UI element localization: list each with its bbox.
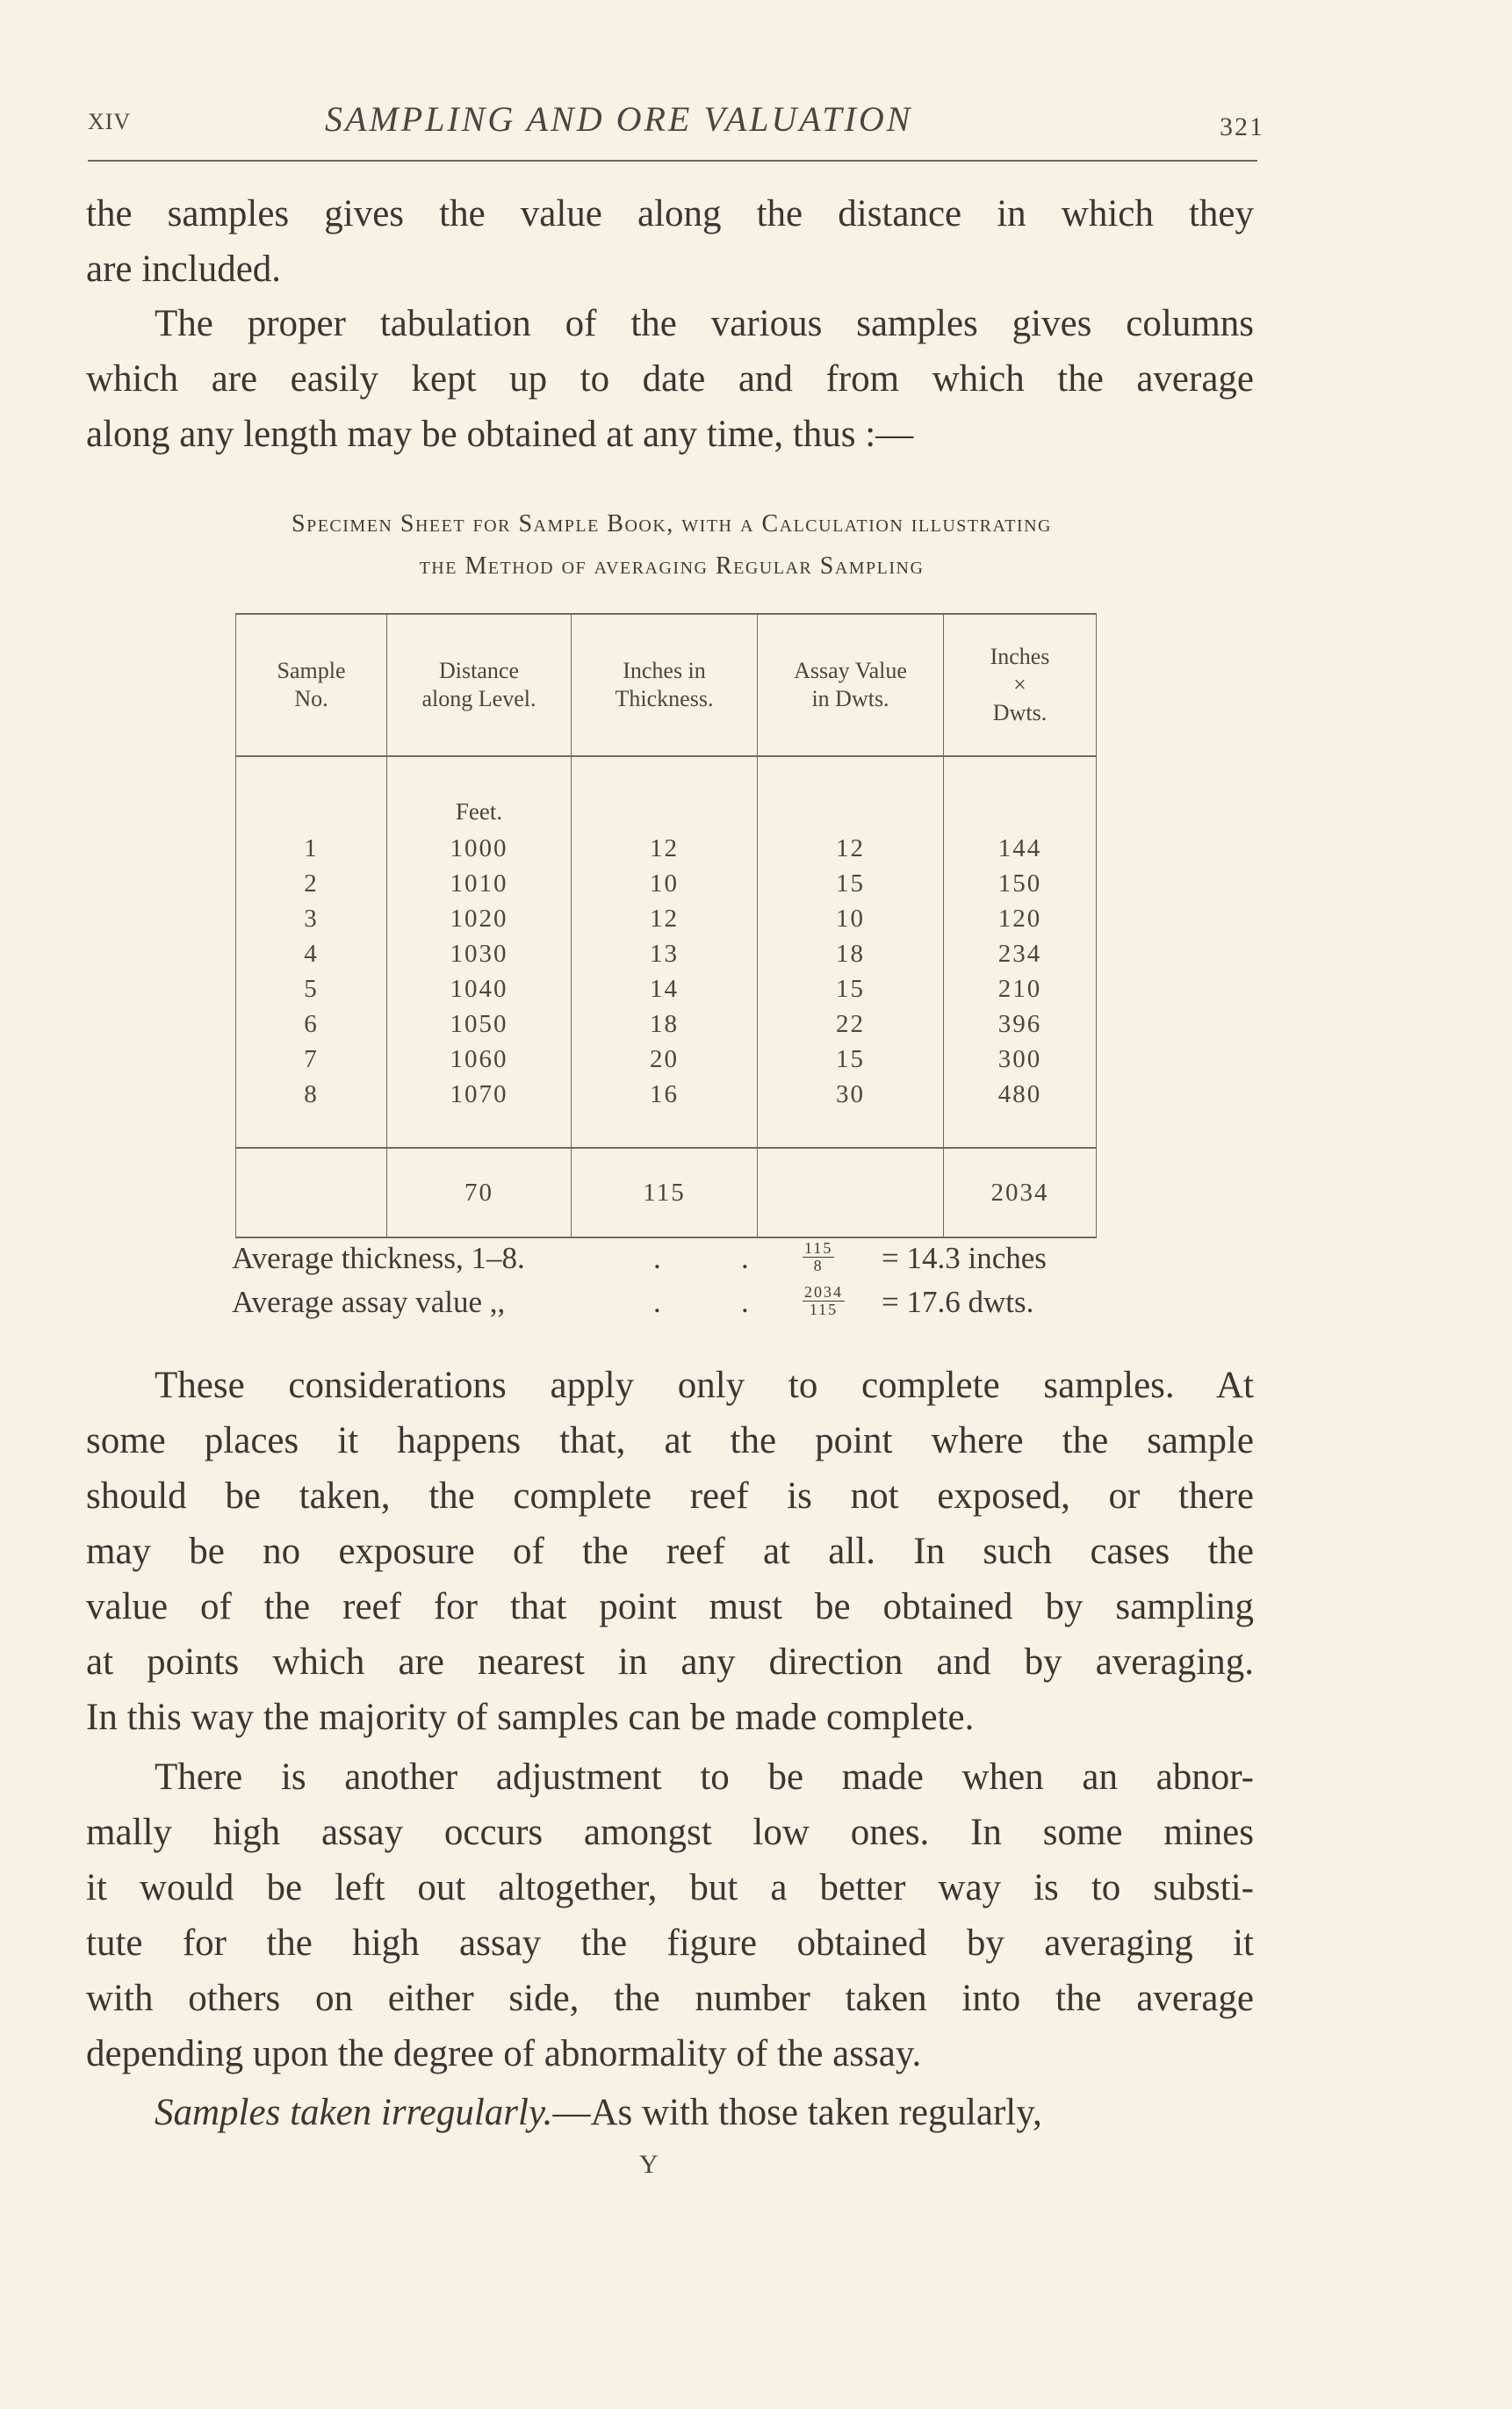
text-line: should be taken, the complete reef is not exposed, or there (86, 1475, 1254, 1517)
cell-distance: 1010 (387, 866, 572, 901)
cell-distance: 1070 (387, 1077, 572, 1112)
text-line: some places it happens that, at the point where the sample (86, 1420, 1254, 1461)
text-line: may be no exposure of the reef at all. In such cases the (86, 1531, 1254, 1572)
total-sample-no (236, 1148, 387, 1237)
text-line: which are easily kept up to date and from which the average (86, 358, 1254, 400)
cell-sample-no: 7 (236, 1042, 387, 1077)
fraction-denominator: 8 (813, 1257, 824, 1274)
column-header-sample-no: Sample No. (236, 614, 387, 756)
cell-product: 300 (944, 1042, 1097, 1077)
fraction (803, 1240, 834, 1274)
paragraph-tabulation (86, 296, 1254, 462)
cell-thickness: 12 (572, 901, 758, 936)
cell-assay: 10 (758, 901, 944, 936)
cell-thickness: 10 (572, 866, 758, 901)
cell-assay: 18 (758, 936, 944, 971)
cell-distance: 1040 (387, 971, 572, 1006)
fraction-numerator: 115 (804, 1239, 833, 1257)
text-line: The proper tabulation of the various samples gives columns (155, 303, 1254, 344)
text-line: There is another adjustment to be made when an abnor- (155, 1756, 1254, 1798)
caption-line-2: the Method of averaging Regular Sampling (419, 552, 925, 580)
cell-assay: 15 (758, 971, 944, 1006)
cell-thickness: 13 (572, 936, 758, 971)
cell-thickness: 20 (572, 1042, 758, 1077)
average-label: Average assay value ,, (232, 1285, 506, 1319)
cell-thickness: 16 (572, 1077, 758, 1112)
text-line: depending upon the degree of abnormality of the assay. (86, 2033, 922, 2074)
paragraph-complete-samples (86, 1358, 1254, 1745)
distance-units-label: Feet. (387, 756, 572, 831)
running-head (88, 98, 1264, 151)
fraction-numerator: 2034 (804, 1283, 843, 1301)
cell-sample-no: 8 (236, 1077, 387, 1112)
leader-dot: . (741, 1241, 749, 1275)
text-line: value of the reef for that point must be obtained by sampling (86, 1586, 1254, 1627)
cell-sample-no: 5 (236, 971, 387, 1006)
cell-product: 210 (944, 971, 1097, 1006)
cell-sample-no: 3 (236, 901, 387, 936)
cell-assay: 15 (758, 1042, 944, 1077)
column-header-distance: Distance along Level. (387, 614, 572, 756)
paragraph-continuation (86, 186, 1254, 297)
italic-run-in-heading: Samples taken irregularly. (155, 2092, 553, 2133)
cell-product: 144 (944, 831, 1097, 866)
spacer-row (236, 1112, 1097, 1148)
average-result: = 14.3 inches (882, 1241, 1047, 1275)
text-line: it would be left out altogether, but a better way is to substi- (86, 1867, 1254, 1908)
fraction (803, 1284, 845, 1318)
cell-distance: 1050 (387, 1006, 572, 1042)
cell-sample-no: 6 (236, 1006, 387, 1042)
text-run: —As with those taken regularly, (552, 2092, 1042, 2133)
cell-product: 234 (944, 936, 1097, 971)
signature-mark: Y (639, 2150, 659, 2179)
text-line: the samples gives the value along the distance in which they (86, 193, 1254, 234)
units-row (236, 756, 1097, 831)
header-rule (88, 160, 1257, 162)
text-line: are included. (86, 249, 282, 290)
cell-product: 396 (944, 1006, 1097, 1042)
table-header-row (236, 614, 1097, 756)
total-assay (758, 1148, 944, 1237)
table-row (236, 971, 1097, 1006)
cell-assay: 12 (758, 831, 944, 866)
cell-distance: 1020 (387, 901, 572, 936)
averages-calculation (232, 1237, 1110, 1324)
fraction-denominator: 115 (809, 1301, 839, 1318)
cell-sample-no: 1 (236, 831, 387, 866)
cell-distance: 1030 (387, 936, 572, 971)
cell-assay: 15 (758, 866, 944, 901)
table-row (236, 866, 1097, 901)
total-thickness: 115 (572, 1148, 758, 1237)
specimen-sheet-table (235, 613, 1097, 1238)
table-caption (79, 503, 1264, 588)
cell-thickness: 14 (572, 971, 758, 1006)
column-header-thickness: Inches in Thickness. (572, 614, 758, 756)
cell-distance: 1000 (387, 831, 572, 866)
cell-thickness: 18 (572, 1006, 758, 1042)
leader-dot: . (653, 1241, 661, 1275)
text-line: In this way the majority of samples can be made complete. (86, 1697, 975, 1738)
specimen-table-container (235, 613, 1096, 1221)
total-distance: 70 (387, 1148, 572, 1237)
table-row (236, 1006, 1097, 1042)
cell-assay: 30 (758, 1077, 944, 1112)
chapter-number: XIV (88, 109, 132, 134)
text-line: at points which are nearest in any direction and by averaging. (86, 1641, 1254, 1683)
column-header-assay: Assay Value in Dwts. (758, 614, 944, 756)
leader-dot: . (653, 1285, 661, 1319)
table-row (236, 831, 1097, 866)
cell-product: 120 (944, 901, 1097, 936)
text-line: mally high assay occurs amongst low ones. In some mines (86, 1812, 1254, 1853)
totals-row (236, 1148, 1097, 1237)
table-row (236, 936, 1097, 971)
table-row (236, 901, 1097, 936)
column-header-product: Inches × Dwts. (944, 614, 1097, 756)
table-row (236, 1042, 1097, 1077)
text-line: These considerations apply only to complete samples. At (155, 1365, 1254, 1406)
caption-line-1: Specimen Sheet for Sample Book, with a Calculation illustrating (292, 510, 1052, 537)
table-row (236, 1077, 1097, 1112)
paragraph-irregular-samples (86, 2085, 1254, 2140)
cell-assay: 22 (758, 1006, 944, 1042)
cell-distance: 1060 (387, 1042, 572, 1077)
leader-dot: . (741, 1285, 749, 1319)
total-product: 2034 (944, 1148, 1097, 1237)
average-thickness-row (232, 1237, 1110, 1280)
page-number: 321 (1220, 112, 1264, 141)
average-assay-row (232, 1280, 1110, 1324)
text-line: along any length may be obtained at any time, thus :— (86, 414, 914, 455)
average-label: Average thickness, 1–8. (232, 1241, 525, 1275)
text-line: tute for the high assay the figure obtained by averaging it (86, 1922, 1254, 1964)
cell-sample-no: 4 (236, 936, 387, 971)
text-line (86, 2085, 1254, 2140)
average-result: = 17.6 dwts. (882, 1285, 1034, 1319)
paragraph-abnormal-assay (86, 1749, 1254, 2081)
cell-sample-no: 2 (236, 866, 387, 901)
cell-product: 150 (944, 866, 1097, 901)
running-title: SAMPLING AND ORE VALUATION (325, 99, 913, 139)
cell-product: 480 (944, 1077, 1097, 1112)
text-line: with others on either side, the number taken into the average (86, 1978, 1254, 2019)
cell-thickness: 12 (572, 831, 758, 866)
